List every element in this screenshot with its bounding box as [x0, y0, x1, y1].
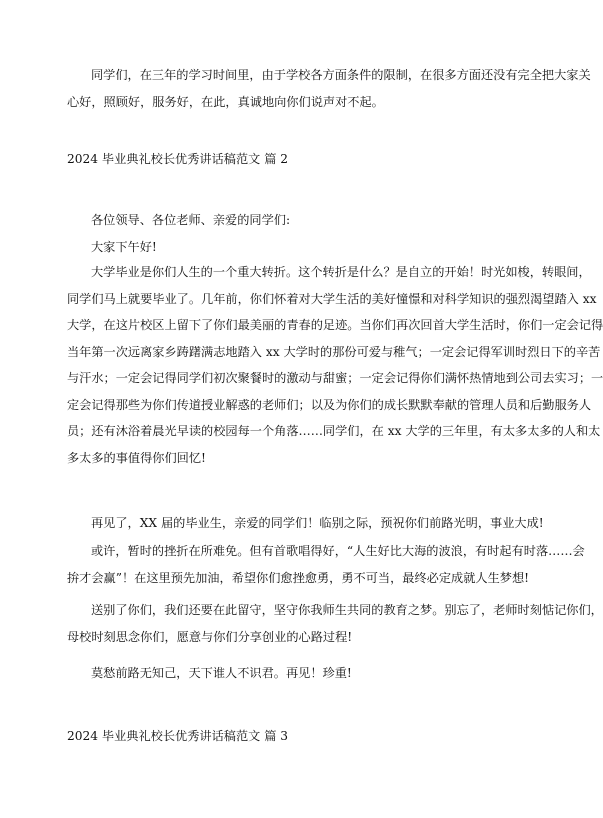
greeting: 大家下午好!: [91, 240, 157, 254]
paragraph-line: 送别了你们，我们还要在此留守，坚守你我师生共同的教育之梦。别忘了，老师时刻惦记你们，: [91, 603, 603, 617]
section-heading-2: 2024 毕业典礼校长优秀讲话稿范文 篇 2: [67, 152, 289, 166]
paragraph-line: 莫愁前路无知己，天下谁人不识君。再见！珍重!: [91, 666, 352, 680]
paragraph-line: 心好，照顾好，服务好，在此，真诚地向你们说声对不起。: [67, 94, 384, 109]
body-paragraph-4: [67, 597, 603, 650]
paragraph-line: 与汗水；一定会记得同学们初次聚餐时的激动与甜蜜；一定会记得你们满怀热情地到公司去实习；一: [67, 371, 603, 385]
paragraph-line: 母校时刻思念你们，愿意与你们分享创业的心路过程!: [67, 629, 353, 644]
paragraph-line: 大学毕业是你们人生的一个重大转折。这个转折是什么？是自立的开始！时光如梭，转眼间，: [91, 265, 591, 279]
body-paragraph-3: [67, 538, 585, 591]
paragraph-line: 当年第一次远离家乡踌躇满志地踏入 xx 大学时的那份可爱与稚气；一定会记得军训时烈日下的辛苦: [67, 344, 601, 359]
paragraph-line: 大学，在这片校区上留下了你们最美丽的青春的足迹。当你们再次回首大学生活时，你们一定会记得: [67, 318, 603, 332]
body-paragraph-2: [67, 510, 544, 537]
paragraph-line: 再见了，XX 届的毕业生，亲爱的同学们！临别之际，预祝你们前路光明，事业大成!: [91, 516, 544, 530]
paragraph-line: 定会记得那些为你们传道授业解惑的老师们；以及为你们的成长默默奉献的管理人员和后勤服务人: [67, 397, 592, 412]
paragraph-line: 同学们，在三年的学习时间里，由于学校各方面条件的限制，在很多方面还没有完全把大家关: [91, 68, 591, 82]
paragraph-line: 同学们马上就要毕业了。几年前，你们怀着对大学生活的美好憧憬和对科学知识的强烈渴望踏入 xx: [67, 291, 597, 306]
paragraph-line: 员；还有沐浴着晨光早读的校园每一个角落……同学们，在 xx 大学的三年里，有太多太多的人和太: [67, 424, 601, 438]
paragraph-line: 或许，暂时的挫折在所难免。但有首歌唱得好，“人生好比大海的波浪，有时起有时落……会: [91, 544, 585, 558]
salutation: 各位领导、各位老师、亲爱的同学们:: [91, 213, 291, 227]
intro-paragraph: [67, 62, 591, 115]
paragraph-line: 多太多的事值得你们回忆!: [67, 450, 206, 465]
body-paragraph-5: [67, 660, 513, 687]
paragraph-line: 拚才会赢”！在这里预先加油，希望你们愈挫愈勇，勇不可当，最终必定成就人生梦想!: [67, 570, 530, 585]
body-paragraph-1: [67, 259, 603, 471]
section-heading-3: 2024 毕业典礼校长优秀讲话稿范文 篇 3: [67, 729, 289, 743]
